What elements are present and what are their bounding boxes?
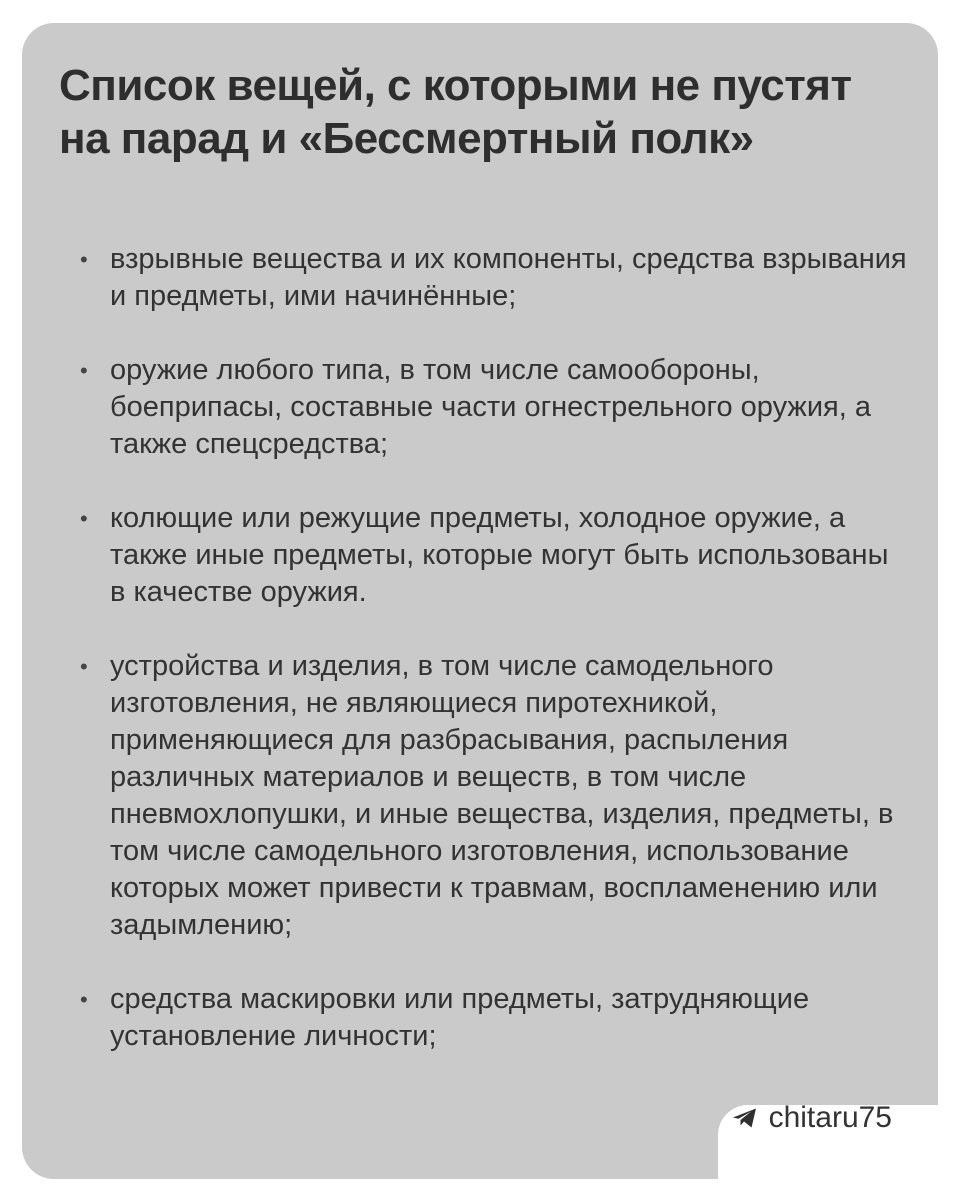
bullet-icon: • [80,654,88,679]
list-item [72,648,907,944]
content-card [22,23,938,1179]
list-item-text: оружие любого типа, в том числе самообороны, боеприпасы, составные части огнестрельного оружия, а также спецсредства; [110,354,871,460]
list-item-text: колющие или режущие предметы, холодное оружие, а также иные предметы, которые могут быть использованы в качестве оружия. [110,502,889,608]
bullet-icon: • [80,987,88,1012]
channel-credit[interactable] [731,1101,892,1135]
bullet-icon: • [80,506,88,531]
bullet-icon: • [80,358,88,383]
list-item-text: устройства и изделия, в том числе самодельного изготовления, не являющиеся пиротехникой, применяющиеся для разбрасывания, распыления различных материалов и веществ, в том числе пневмохлопушки, и иные вещества, изделия, предметы, в том числе самодельного изготовления, использование которых может привести к травмам, воспламенению или задымлению; [110,650,894,941]
list-item-text: средства маскировки или предметы, затрудняющие установление личности; [110,983,810,1052]
list-item [72,352,907,463]
list-item [72,500,907,611]
prohibited-items-list [72,241,907,1092]
list-item [72,241,907,315]
channel-handle: chitaru75 [768,1101,892,1134]
list-item [72,981,907,1055]
telegram-icon [731,1106,759,1130]
page-title: Список вещей, с которыми не пустят на парад и «Бессмертный полк» [59,61,852,163]
list-item-text: взрывные вещества и их компоненты, средства взрывания и предметы, ими начинённые; [110,243,907,312]
bullet-icon: • [80,247,88,272]
